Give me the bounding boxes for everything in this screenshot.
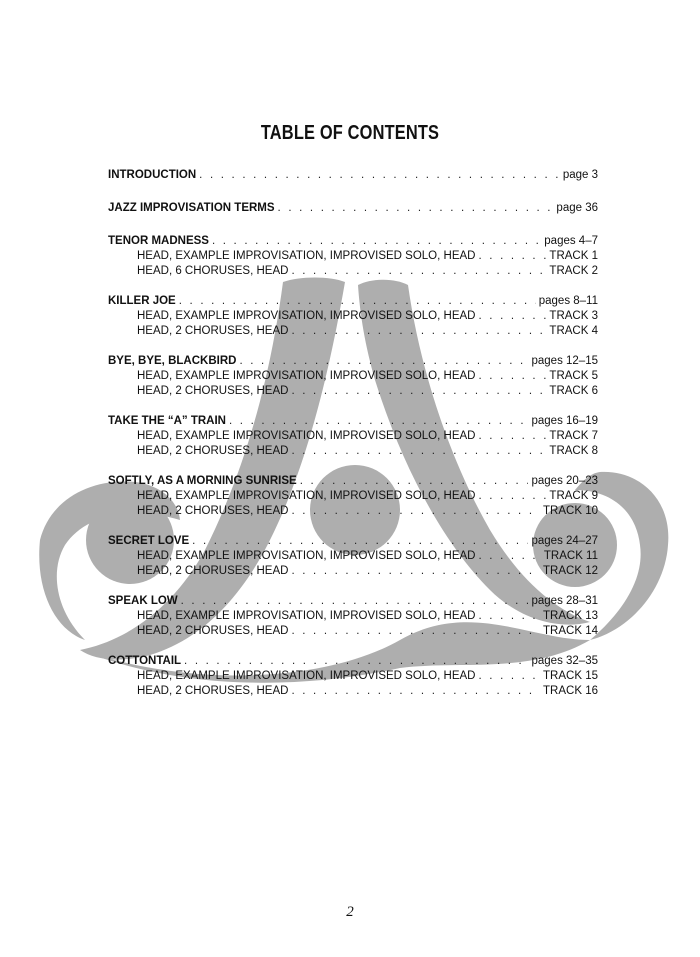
entry-pages: pages 8–11 [538, 295, 598, 307]
toc-entry-cottontail [108, 654, 598, 699]
track-label: HEAD, EXAMPLE IMPROVISATION, IMPROVISED SOLO, HEAD [137, 610, 476, 622]
dot-leader [291, 324, 546, 339]
entry-title: INTRODUCTION [108, 169, 197, 181]
dot-leader [478, 369, 546, 384]
dot-leader [184, 654, 528, 669]
dot-leader [478, 549, 540, 564]
toc-entry-speak-low [108, 594, 598, 639]
track-label: HEAD, 2 CHORUSES, HEAD [137, 625, 289, 637]
toc-entry-take-the-a-train [108, 414, 598, 459]
toc-entry-terms [108, 201, 598, 216]
track-number: TRACK 13 [543, 610, 598, 622]
track-number: TRACK 10 [543, 505, 598, 517]
track-number: TRACK 11 [543, 550, 598, 562]
track-number: TRACK 2 [549, 265, 598, 277]
dot-leader [291, 504, 540, 519]
track-label: HEAD, 2 CHORUSES, HEAD [137, 685, 289, 697]
track-label: HEAD, EXAMPLE IMPROVISATION, IMPROVISED SOLO, HEAD [137, 670, 476, 682]
track-label: HEAD, EXAMPLE IMPROVISATION, IMPROVISED SOLO, HEAD [137, 430, 476, 442]
track-label: HEAD, EXAMPLE IMPROVISATION, IMPROVISED SOLO, HEAD [137, 490, 476, 502]
dot-leader [179, 294, 536, 309]
toc-list [108, 168, 598, 714]
dot-leader [291, 624, 540, 639]
track-label: HEAD, 2 CHORUSES, HEAD [137, 505, 289, 517]
track-label: HEAD, 2 CHORUSES, HEAD [137, 565, 289, 577]
dot-leader [478, 309, 546, 324]
entry-title: TAKE THE “A” TRAIN [108, 415, 226, 427]
entry-pages: pages 4–7 [544, 235, 598, 247]
track-label: HEAD, 6 CHORUSES, HEAD [137, 265, 289, 277]
track-number: TRACK 14 [543, 625, 598, 637]
track-label: HEAD, EXAMPLE IMPROVISATION, IMPROVISED SOLO, HEAD [137, 370, 476, 382]
entry-title: SPEAK LOW [108, 595, 178, 607]
entry-title: KILLER JOE [108, 295, 176, 307]
track-number: TRACK 6 [549, 385, 598, 397]
track-number: TRACK 8 [549, 445, 598, 457]
dot-leader [239, 354, 528, 369]
toc-entry-introduction [108, 168, 598, 183]
dot-leader [212, 234, 541, 249]
toc-entry-tenor-madness [108, 234, 598, 279]
entry-title: TENOR MADNESS [108, 235, 209, 247]
entry-title: JAZZ IMPROVISATION TERMS [108, 202, 275, 214]
entry-pages: pages 16–19 [531, 415, 598, 427]
dot-leader [278, 201, 554, 216]
dot-leader [478, 669, 540, 684]
entry-pages: page 3 [562, 169, 598, 181]
track-number: TRACK 15 [543, 670, 598, 682]
toc-entry-softly-as-a-morning-sunrise [108, 474, 598, 519]
track-label: HEAD, EXAMPLE IMPROVISATION, IMPROVISED SOLO, HEAD [137, 550, 476, 562]
dot-leader [478, 249, 546, 264]
dot-leader [192, 534, 528, 549]
track-number: TRACK 1 [549, 250, 598, 262]
track-label: HEAD, EXAMPLE IMPROVISATION, IMPROVISED SOLO, HEAD [137, 250, 476, 262]
entry-pages: pages 24–27 [531, 535, 598, 547]
toc-entry-killer-joe [108, 294, 598, 339]
dot-leader [300, 474, 529, 489]
entry-title: BYE, BYE, BLACKBIRD [108, 355, 237, 367]
dot-leader [291, 384, 546, 399]
dot-leader [478, 609, 540, 624]
track-number: TRACK 9 [549, 490, 598, 502]
dot-leader [181, 594, 529, 609]
toc-entry-secret-love [108, 534, 598, 579]
entry-pages: pages 12–15 [531, 355, 598, 367]
dot-leader [199, 168, 560, 183]
page-number: 2 [346, 904, 354, 920]
track-number: TRACK 7 [549, 430, 598, 442]
entry-title: SOFTLY, AS A MORNING SUNRISE [108, 475, 297, 487]
track-number: TRACK 5 [549, 370, 598, 382]
dot-leader [291, 684, 540, 699]
page-title: TABLE OF CONTENTS [260, 122, 440, 144]
entry-pages: page 36 [556, 202, 598, 214]
dot-leader [291, 564, 540, 579]
dot-leader [229, 414, 529, 429]
track-number: TRACK 4 [549, 325, 598, 337]
track-label: HEAD, 2 CHORUSES, HEAD [137, 385, 289, 397]
entry-title: SECRET LOVE [108, 535, 190, 547]
toc-entry-bye-bye-blackbird [108, 354, 598, 399]
track-number: TRACK 12 [543, 565, 598, 577]
track-number: TRACK 3 [549, 310, 598, 322]
entry-pages: pages 28–31 [531, 595, 598, 607]
dot-leader [291, 264, 546, 279]
track-label: HEAD, EXAMPLE IMPROVISATION, IMPROVISED SOLO, HEAD [137, 310, 476, 322]
dot-leader [291, 444, 546, 459]
entry-pages: pages 32–35 [531, 655, 598, 667]
track-number: TRACK 16 [543, 685, 598, 697]
track-label: HEAD, 2 CHORUSES, HEAD [137, 445, 289, 457]
entry-title: COTTONTAIL [108, 655, 182, 667]
dot-leader [478, 429, 546, 444]
dot-leader [478, 489, 546, 504]
entry-pages: pages 20–23 [531, 475, 598, 487]
track-label: HEAD, 2 CHORUSES, HEAD [137, 325, 289, 337]
